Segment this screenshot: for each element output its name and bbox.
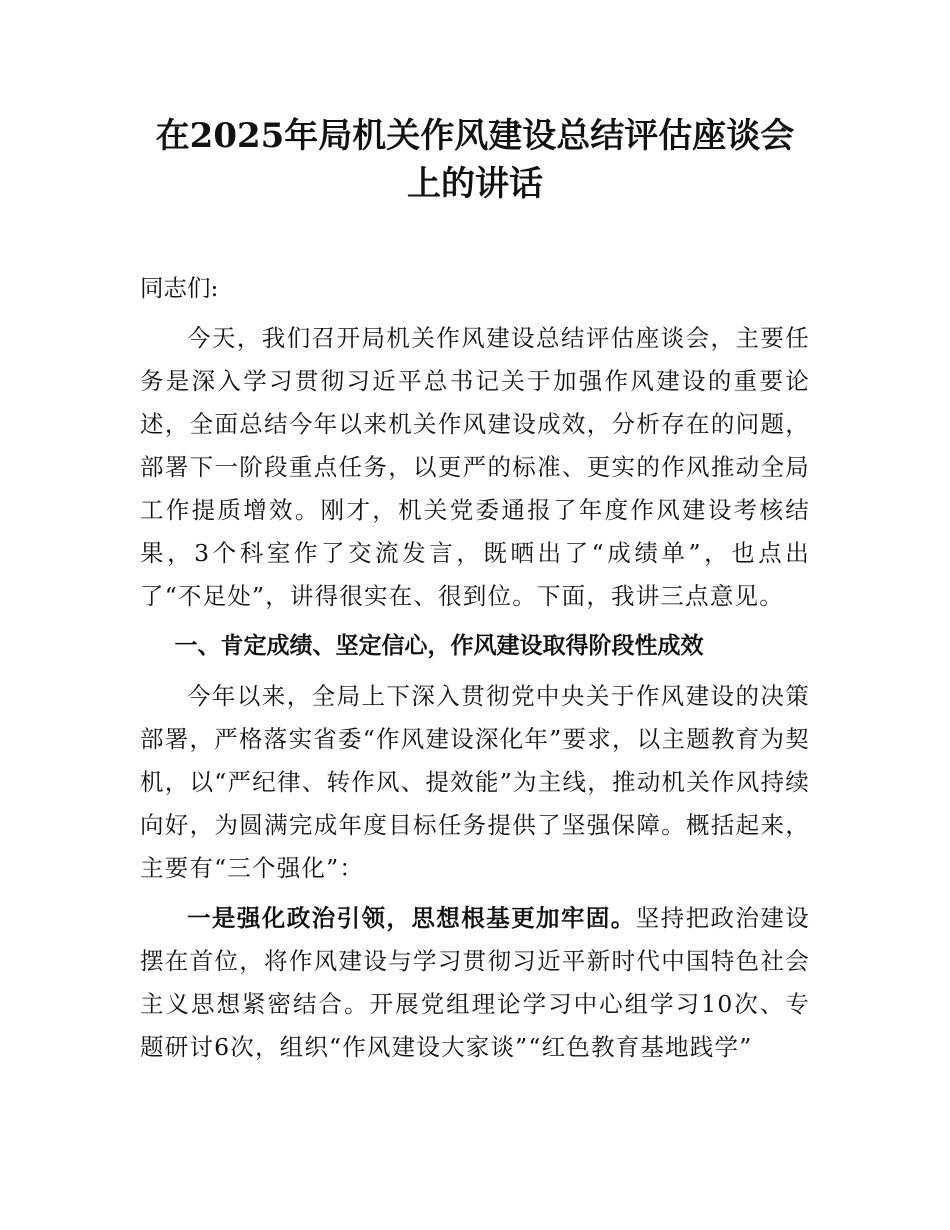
point-one-paragraph [140, 897, 810, 1069]
point-one-lead: 一是强化政治引领，思想根基更加牢固。 [187, 904, 636, 932]
opening-paragraph: 今天，我们召开局机关作风建设总结评估座谈会，主要任务是深入学习贯彻习近平总书记关于加强作风建设的重要论述，全面总结今年以来机关作风建设成效，分析存在的问题，部署下一阶段重点任务，以更严的标准、更实的作风推动全局工作提质增效。刚才，机关党委通报了年度作风建设考核结果，3个科室作了交流发言，既晒出了“成绩单”，也点出了“不足处”，讲得很实在、很到位。下面，我讲三点意见。 [140, 324, 810, 610]
section-heading: 一、肯定成绩、坚定信心，作风建设取得阶段性成效 [174, 633, 704, 659]
section-intro-paragraph: 今年以来，全局上下深入贯彻党中央关于作风建设的决策部署，严格落实省委“作风建设深化年”要求，以主题教育为契机，以“严纪律、转作风、提效能”为主线，推动机关作风持续向好，为圆满完成年度目标任务提供了坚强保障。概括起来，主要有“三个强化”： [140, 682, 810, 882]
point-one-text: 坚持把政治建设摆在首位，将作风建设与学习贯彻习近平新时代中国特色社会主义思想紧密结合。开展党组理论学习中心组学习10次、专题研讨6次，组织“作风建设大家谈”“红色教育基地践学” [140, 904, 810, 1061]
salutation: 同志们: [140, 274, 219, 302]
document-title: 在2025年局机关作风建设总结评估座谈会上的讲话 [155, 116, 795, 204]
document-body [140, 267, 810, 1076]
